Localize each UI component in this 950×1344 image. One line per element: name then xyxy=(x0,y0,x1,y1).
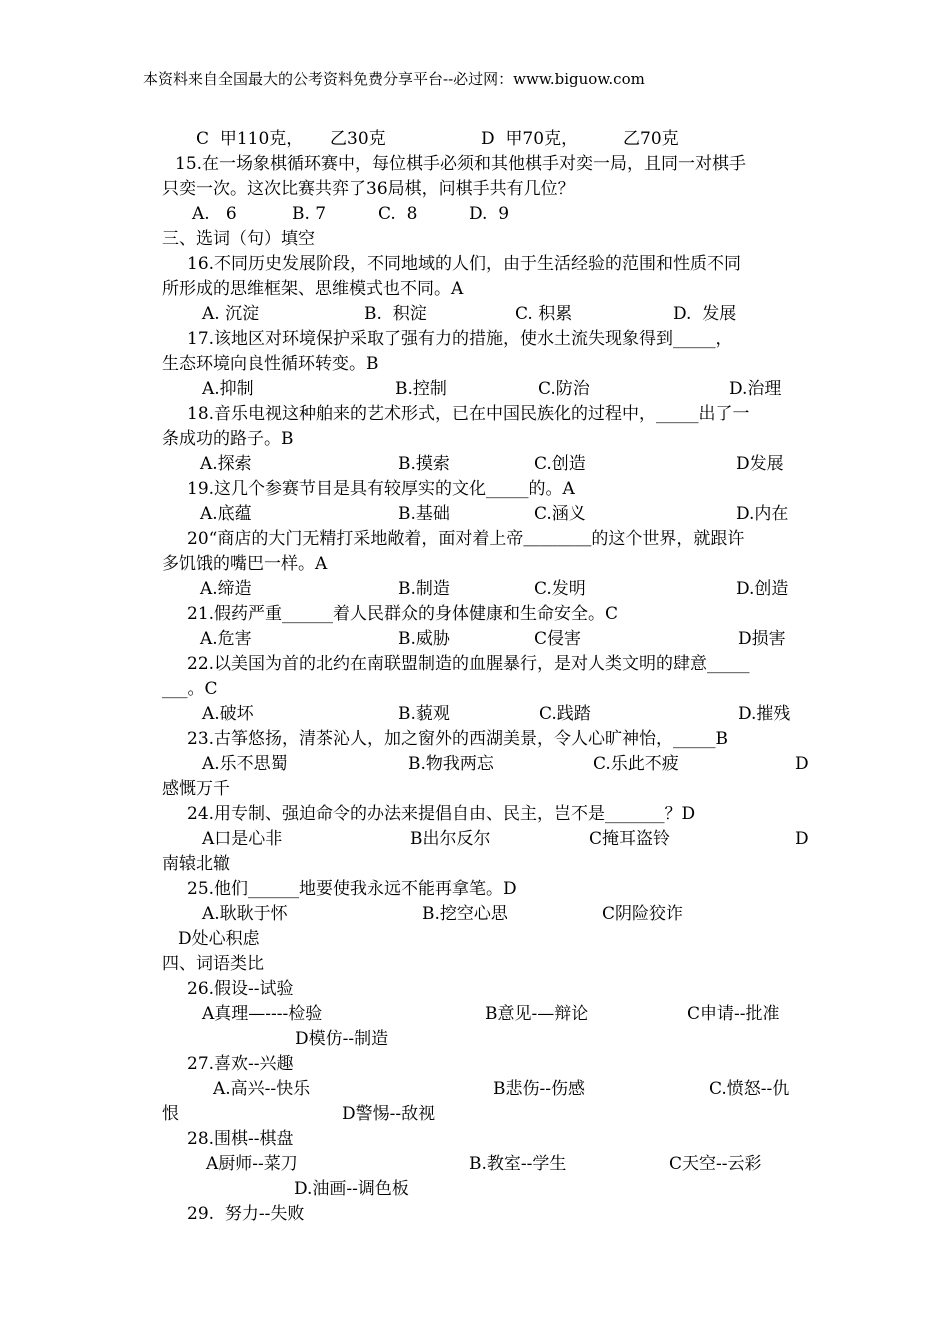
text-line: B悲伤--伤感 xyxy=(493,1079,585,1099)
text-line: 20“商店的大门无精打采地敞着，面对着上帝＿＿＿＿的这个世界，就跟许 xyxy=(187,529,745,549)
text-line: 25.他们______地要使我永远不能再拿笔。D xyxy=(187,879,517,899)
text-line: 生态环境向良性循环转变。B xyxy=(162,354,379,374)
text-line: D损害 xyxy=(738,629,786,649)
text-line: A. 6 xyxy=(192,204,237,224)
text-line: 24.用专制、强迫命令的办法来提倡自由、民主，岂不是_______？D xyxy=(187,804,696,824)
text-line: 只奕一次。这次比赛共弈了36局棋，问棋手共有几位？ xyxy=(162,179,575,199)
text-line: B.教室--学生 xyxy=(469,1154,567,1174)
text-line: C.创造 xyxy=(534,454,586,474)
text-line: D.油画--调色板 xyxy=(294,1179,409,1199)
text-line: 南辕北辙 xyxy=(162,854,230,874)
text-line: 28.围棋--棋盘 xyxy=(187,1129,294,1149)
text-line: B. 7 xyxy=(292,204,327,224)
text-line: 23.古筝悠扬，清茶沁人，加之窗外的西湖美景，令人心旷神怡，_____B xyxy=(187,729,729,749)
text-line: C天空--云彩 xyxy=(669,1154,762,1174)
text-line: C阴险狡诈 xyxy=(602,904,684,924)
text-line: B.挖空心思 xyxy=(422,904,508,924)
text-line: 乙30克 xyxy=(330,129,386,149)
text-line: C侵害 xyxy=(534,629,582,649)
text-line: C.践踏 xyxy=(539,704,591,724)
text-line: ___。C xyxy=(162,679,218,699)
text-line: 22.以美国为首的北约在南联盟制造的血腥暴行，是对人类文明的肆意_____ xyxy=(187,654,750,674)
text-line: 多饥饿的嘴巴一样。A xyxy=(162,554,328,574)
text-line: C.愤怒--仇 xyxy=(709,1079,790,1099)
text-line: 四、词语类比 xyxy=(162,954,264,974)
text-line: B.威胁 xyxy=(398,629,450,649)
text-line: D.创造 xyxy=(736,579,789,599)
text-line: D. 发展 xyxy=(673,304,737,324)
text-line: A口是心非 xyxy=(202,829,283,849)
text-line: D.治理 xyxy=(729,379,782,399)
text-line: B意见-—辩论 xyxy=(485,1004,589,1024)
text-line: A.耿耿于怀 xyxy=(202,904,288,924)
text-line: B出尔反尔 xyxy=(410,829,491,849)
text-line: C.涵义 xyxy=(534,504,586,524)
text-line: D.内在 xyxy=(736,504,789,524)
text-line: D 甲70克， xyxy=(481,129,579,149)
text-line: D处心积虑 xyxy=(178,929,260,949)
text-line: C.乐此不疲 xyxy=(593,754,679,774)
text-line: C掩耳盗铃 xyxy=(589,829,671,849)
text-line: C.防治 xyxy=(538,379,590,399)
text-line: D. 9 xyxy=(469,204,510,224)
text-line: B.控制 xyxy=(395,379,447,399)
text-line: B.摸索 xyxy=(398,454,450,474)
text-line: A.危害 xyxy=(200,629,252,649)
text-line: A.乐不思蜀 xyxy=(202,754,288,774)
text-line: B. 积淀 xyxy=(364,304,427,324)
text-line: 26.假设--试验 xyxy=(187,979,294,999)
text-line: A.探索 xyxy=(200,454,252,474)
text-line: D xyxy=(795,829,809,849)
text-line: A.缔造 xyxy=(200,579,252,599)
text-line: A厨师--菜刀 xyxy=(206,1154,298,1174)
text-line: B.制造 xyxy=(398,579,450,599)
text-line: D发展 xyxy=(736,454,784,474)
text-line: B.物我两忘 xyxy=(408,754,494,774)
text-line: 21.假药严重______着人民群众的身体健康和生命安全。C xyxy=(187,604,619,624)
text-line: D.摧残 xyxy=(738,704,791,724)
text-line: 18.音乐电视这种舶来的艺术形式，已在中国民族化的过程中，_____出了一 xyxy=(187,404,750,424)
text-line: 19.这几个参赛节目是具有较厚实的文化_____的。A xyxy=(187,479,575,499)
text-line: 16.不同历史发展阶段，不同地域的人们，由于生活经验的范围和性质不同 xyxy=(187,254,742,274)
text-line: A. 沉淀 xyxy=(202,304,260,324)
text-line: 17.该地区对环境保护采取了强有力的措施，使水土流失现象得到_____， xyxy=(187,329,733,349)
text-line: A.抑制 xyxy=(202,379,254,399)
text-line: 所形成的思维框架、思维模式也不同。A xyxy=(162,279,464,299)
text-line: 27.喜欢--兴趣 xyxy=(187,1054,294,1074)
text-line: A.底蕴 xyxy=(200,504,252,524)
text-line: 29. 努力--失败 xyxy=(187,1204,305,1224)
text-line: D模仿--制造 xyxy=(295,1029,389,1049)
text-line: 乙70克 xyxy=(623,129,679,149)
text-line: D警惕--敌视 xyxy=(342,1104,436,1124)
text-line: C申请--批准 xyxy=(687,1004,780,1024)
text-line: 恨 xyxy=(162,1104,179,1124)
text-line: 感慨万千 xyxy=(162,779,230,799)
text-line: C 甲110克， xyxy=(196,129,304,149)
text-line: C. 8 xyxy=(378,204,418,224)
text-line: C. 积累 xyxy=(515,304,573,324)
text-line: B.藐观 xyxy=(398,704,450,724)
text-line: A.高兴--快乐 xyxy=(213,1079,311,1099)
text-line: A.破坏 xyxy=(202,704,254,724)
text-line: A真理—----检验 xyxy=(202,1004,323,1024)
page-header: 本资料来自全国最大的公考资料免费分享平台--必过网：www.biguow.com xyxy=(143,70,645,88)
text-line: C.发明 xyxy=(534,579,586,599)
text-line: 条成功的路子。B xyxy=(162,429,294,449)
text-line: D xyxy=(795,754,809,774)
text-line: 15.在一场象棋循环赛中，每位棋手必须和其他棋手对奕一局，且同一对棋手 xyxy=(175,154,747,174)
text-line: 三、选词（句）填空 xyxy=(162,229,315,249)
text-line: B.基础 xyxy=(398,504,450,524)
